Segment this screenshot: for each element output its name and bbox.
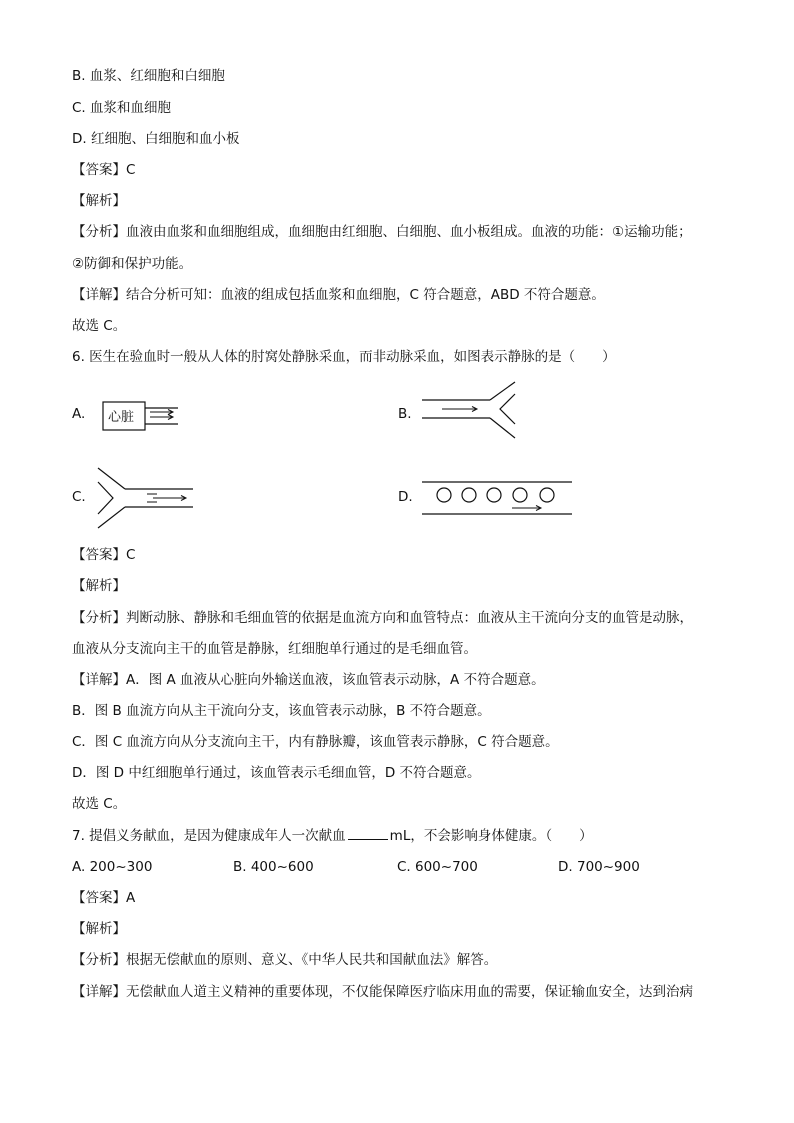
q7-analysis-label: 【解析】 [72, 921, 126, 937]
heart-label: 心脏 [108, 410, 135, 425]
figure-b-artery-branch [420, 378, 520, 442]
q6-stem: 6. 医生在验血时一般从人体的肘窝处静脉采血，而非动脉采血，如图表示静脉的是（ ） [72, 349, 616, 365]
q5-fenxi-line2: ②防御和保护功能。 [72, 256, 193, 272]
q6-label-a: A. [72, 406, 86, 422]
q6-label-d: D. [398, 489, 413, 505]
q5-option-c: C. 血浆和血细胞 [72, 100, 172, 116]
q7-stem [72, 827, 593, 845]
q7-option-a: A. 200~300 [72, 859, 153, 875]
red-blood-cell [437, 488, 451, 502]
xiangjie-text: 结合分析可知：血液的组成包括血浆和血细胞，C 符合题意，ABD 不符合题意。 [126, 287, 605, 303]
q5-analysis-label: 【解析】 [72, 193, 126, 209]
fenxi-label: 【分析】 [72, 224, 126, 240]
answer-value: A [126, 890, 136, 906]
fenxi-label: 【分析】 [72, 952, 126, 968]
q5-answer [72, 161, 135, 179]
figure-c-vein-merge [95, 465, 195, 531]
q5-xiangjie [72, 286, 605, 304]
q5-option-b: B. 血浆、红细胞和白细胞 [72, 68, 225, 84]
q7-fenxi [72, 951, 497, 969]
q7-xiangjie [72, 983, 693, 1001]
answer-value: C [126, 162, 136, 178]
answer-label: 【答案】 [72, 547, 126, 563]
q5-fenxi-line1 [72, 223, 692, 241]
q7-stem-before: 7. 提倡义务献血，是因为健康成年人一次献血 [72, 828, 346, 844]
xiangjie-label: 【详解】 [72, 672, 126, 688]
q6-xiangjie-a [72, 671, 545, 689]
q7-option-c: C. 600~700 [397, 859, 478, 875]
q6-xiangjie-d: D．图 D 中红细胞单行通过，该血管表示毛细血管，D 不符合题意。 [72, 765, 481, 781]
q7-option-b: B. 400~600 [233, 859, 314, 875]
answer-label: 【答案】 [72, 162, 126, 178]
q6-analysis-label: 【解析】 [72, 578, 126, 594]
red-blood-cell [487, 488, 501, 502]
q5-conclusion: 故选 C。 [72, 318, 127, 334]
red-blood-cell [462, 488, 476, 502]
answer-blank [348, 827, 388, 840]
xiangjie-text: 无偿献血人道主义精神的重要体现，不仅能保障医疗临床用血的需要，保证输血安全，达到治病 [126, 984, 693, 1000]
fenxi-label: 【分析】 [72, 610, 126, 626]
q6-xiangjie-c: C．图 C 血流方向从分支流向主干，内有静脉瓣，该血管表示静脉，C 符合题意。 [72, 734, 559, 750]
fenxi-text: 血液由血浆和血细胞组成，血细胞由红细胞、白细胞、血小板组成。血液的功能：①运输功能； [126, 224, 692, 240]
q6-label-b: B. [398, 406, 412, 422]
q6-fenxi-line2: 血液从分支流向主干的血管是静脉，红细胞单行通过的是毛细血管。 [72, 641, 477, 657]
xiangjie-text: A．图 A 血液从心脏向外输送血液，该血管表示动脉，A 不符合题意。 [126, 672, 545, 688]
q6-conclusion: 故选 C。 [72, 796, 127, 812]
q6-answer [72, 546, 135, 564]
red-blood-cell [513, 488, 527, 502]
q7-stem-after: mL，不会影响身体健康。（ ） [389, 828, 593, 844]
q6-xiangjie-b: B．图 B 血流方向从主干流向分支，该血管表示动脉，B 不符合题意。 [72, 703, 491, 719]
q6-label-c: C. [72, 489, 86, 505]
red-blood-cell [540, 488, 554, 502]
q7-answer [72, 889, 135, 907]
q7-option-d: D. 700~900 [558, 859, 640, 875]
fenxi-text: 根据无偿献血的原则、意义、《中华人民共和国献血法》解答。 [126, 952, 498, 968]
xiangjie-label: 【详解】 [72, 287, 126, 303]
figure-d-capillary [420, 478, 575, 518]
answer-value: C [126, 547, 136, 563]
figure-a-heart-artery [100, 398, 190, 434]
q5-option-d: D. 红细胞、白细胞和血小板 [72, 131, 240, 147]
xiangjie-label: 【详解】 [72, 984, 126, 1000]
fenxi-text: 判断动脉、静脉和毛细血管的依据是血流方向和血管特点：血液从主干流向分支的血管是动脉， [126, 610, 693, 626]
q6-fenxi-line1 [72, 609, 693, 627]
answer-label: 【答案】 [72, 890, 126, 906]
